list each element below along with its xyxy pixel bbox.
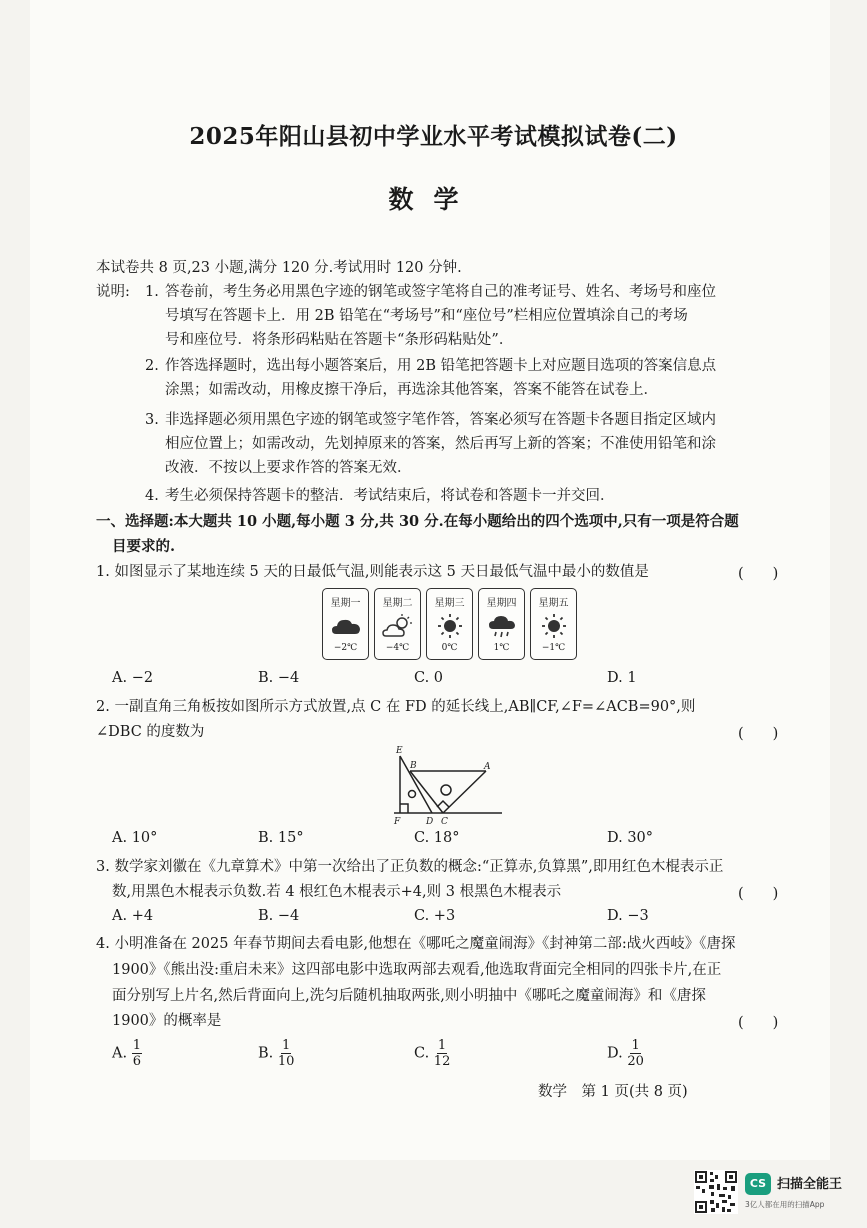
qr-code-icon <box>694 1170 738 1214</box>
question-2-answer-paren: ( ) <box>738 726 779 742</box>
question-1-answer-paren: ( ) <box>738 566 779 582</box>
fraction <box>434 1038 451 1069</box>
sun-icon <box>434 612 466 640</box>
fraction <box>132 1038 142 1069</box>
question-3-answer-paren: ( ) <box>738 886 779 902</box>
note-num-2: 2. <box>145 358 159 374</box>
weather-card <box>530 588 577 660</box>
weather-temp: 1℃ <box>493 643 510 653</box>
numerator: 1 <box>631 1038 640 1053</box>
question-3-line-1: 3. 数学家刘徽在《九章算术》中第一次给出了正负数的概念:“正算赤,负算黑”,即用红色木棍表示正 <box>96 859 724 875</box>
denominator: 12 <box>433 1054 451 1069</box>
note-2-line-2: 涂黑；如需改动，用橡皮擦干净后，再选涂其他答案，答案不能答在试卷上． <box>165 382 658 398</box>
intro-text: 本试卷共 8 页,23 小题,满分 120 分.考试用时 120 分钟. <box>96 260 462 276</box>
numerator: 1 <box>132 1038 141 1053</box>
note-num-1: 1. <box>145 284 159 300</box>
page-footer: 数学 第 1 页(共 8 页) <box>538 1084 688 1100</box>
question-2-option-d: D. 30° <box>607 830 654 846</box>
note-1-line-3: 号和座位号．将条形码粘贴在答题卡“条形码粘贴处”． <box>165 332 514 348</box>
fraction <box>278 1038 295 1069</box>
question-2-option-c: C. 18° <box>414 830 460 846</box>
note-1-line-2: 号填写在答题卡上．用 2B 铅笔在“考场号”和“座位号”栏相应位置填涂自己的考场 <box>165 308 688 324</box>
question-3-option-b: B. −4 <box>258 908 300 924</box>
question-4-line-1: 4. 小明准备在 2025 年春节期间去看电影,他想在《哪吒之魔童闹海》《封神第二部:战火西岐》《唐探 <box>96 936 736 952</box>
triangle-figure <box>390 742 506 826</box>
question-3-option-d: D. −3 <box>607 908 649 924</box>
question-4-line-3: 面分别写上片名,然后背面向上,洗匀后随机抽取两张,则小明抽中《哪吒之魔童闹海》和《唐探 <box>112 988 706 1004</box>
question-4-option-b <box>258 1038 294 1069</box>
notes-label: 说明: <box>96 284 130 300</box>
weather-day: 星期二 <box>382 598 413 609</box>
weather-day: 星期三 <box>434 598 465 609</box>
weather-card <box>426 588 473 660</box>
question-4-option-d <box>607 1038 644 1069</box>
question-3-option-c: C. +3 <box>414 908 456 924</box>
note-num-3: 3. <box>145 412 159 428</box>
note-3-line-3: 改液．不按以上要求作答的答案无效． <box>165 460 412 476</box>
weather-temp: −2℃ <box>333 643 358 653</box>
numerator: 1 <box>437 1038 447 1053</box>
subject-title: 数学 <box>388 185 479 214</box>
option-label: A. <box>112 1045 128 1062</box>
question-1-option-a: A. −2 <box>112 670 154 686</box>
section-heading-line-2: 目要求的. <box>112 538 176 555</box>
figure-label: F <box>394 817 401 826</box>
question-3-line-2: 数,用黑色木棍表示负数.若 4 根红色木棍表示+4,则 3 根黑色木棍表示 <box>112 884 562 900</box>
numerator: 1 <box>282 1038 291 1053</box>
note-2-line-1: 作答选择题时，选出每小题答案后，用 2B 铅笔把答题卡上对应题目选项的答案信息点 <box>165 358 717 374</box>
question-4-answer-paren: ( ) <box>738 1015 779 1031</box>
weather-card <box>322 588 369 660</box>
cloud-icon <box>330 612 362 640</box>
sun-icon <box>538 612 570 640</box>
fraction <box>627 1038 644 1069</box>
note-4-line-1: 考生必须保持答题卡的整洁．考试结束后，将试卷和答题卡一并交回． <box>165 488 615 504</box>
question-2-option-b: B. 15° <box>258 830 304 846</box>
weather-day: 星期五 <box>538 598 569 609</box>
scanner-tagline: 3亿人都在用的扫描App <box>745 1200 825 1209</box>
figure-label: E <box>396 746 403 756</box>
weather-temp: −1℃ <box>541 643 566 653</box>
denominator: 6 <box>132 1054 141 1069</box>
rain-icon <box>486 612 518 640</box>
question-3-option-a: A. +4 <box>112 908 154 924</box>
figure-label: C <box>441 817 448 826</box>
weather-card <box>478 588 525 660</box>
exam-title: 2025年阳山县初中学业水平考试模拟试卷(二) <box>189 123 678 150</box>
question-1-option-d: D. 1 <box>607 670 637 686</box>
question-2-option-a: A. 10° <box>112 830 158 846</box>
denominator: 20 <box>627 1054 644 1069</box>
note-3-line-1: 非选择题必须用黑色字迹的钢笔或签字笔作答，答案必须写在答题卡各题目指定区域内 <box>165 412 716 428</box>
option-label: B. <box>258 1045 274 1062</box>
figure-label: A <box>484 762 491 772</box>
weather-temp: 0℃ <box>441 643 458 653</box>
question-2-line-1: 2. 一副直角三角板按如图所示方式放置,点 C 在 FD 的延长线上,AB∥CF,∠F=∠ACB=90°,则 <box>96 699 696 715</box>
note-num-4: 4. <box>145 488 159 504</box>
option-label: D. <box>607 1045 623 1062</box>
denominator: 10 <box>277 1054 295 1069</box>
option-label: C. <box>414 1045 430 1062</box>
question-4-line-4: 1900》的概率是 <box>112 1013 222 1029</box>
weather-day: 星期四 <box>486 598 517 609</box>
partly-cloudy-icon <box>382 612 414 640</box>
question-4-line-2: 1900》《熊出没:重启未来》这四部电影中选取两部去观看,他选取背面完全相同的四张卡片,在正 <box>112 962 722 978</box>
question-1-text: 1. 如图显示了某地连续 5 天的日最低气温,则能表示这 5 天日最低气温中最小的数值是 <box>96 564 649 580</box>
weather-figure <box>322 588 577 660</box>
question-1-option-b: B. −4 <box>258 670 300 686</box>
weather-day: 星期一 <box>330 598 361 609</box>
scanner-logo: CS <box>745 1173 771 1195</box>
figure-label: B <box>410 761 417 771</box>
question-1-option-c: C. 0 <box>414 670 444 686</box>
note-1-line-1: 答卷前，考生务必用黑色字迹的钢笔或签字笔将自己的准考证号、姓名、考场号和座位 <box>165 284 716 300</box>
scanner-app-name: 扫描全能王 <box>777 1177 843 1192</box>
question-4-option-c <box>414 1038 450 1069</box>
weather-card <box>374 588 421 660</box>
weather-temp: −4℃ <box>385 643 410 653</box>
question-4-option-a <box>112 1038 142 1069</box>
figure-label: D <box>426 817 434 826</box>
note-3-line-2: 相应位置上；如需改动，先划掉原来的答案，然后再写上新的答案；不准使用铅笔和涂 <box>165 436 716 452</box>
section-heading-line-1: 一、选择题:本大题共 10 小题,每小题 3 分,共 30 分.在每小题给出的四个选项中,只有一项是符合题 <box>96 513 739 530</box>
question-2-line-2: ∠DBC 的度数为 <box>96 724 205 740</box>
